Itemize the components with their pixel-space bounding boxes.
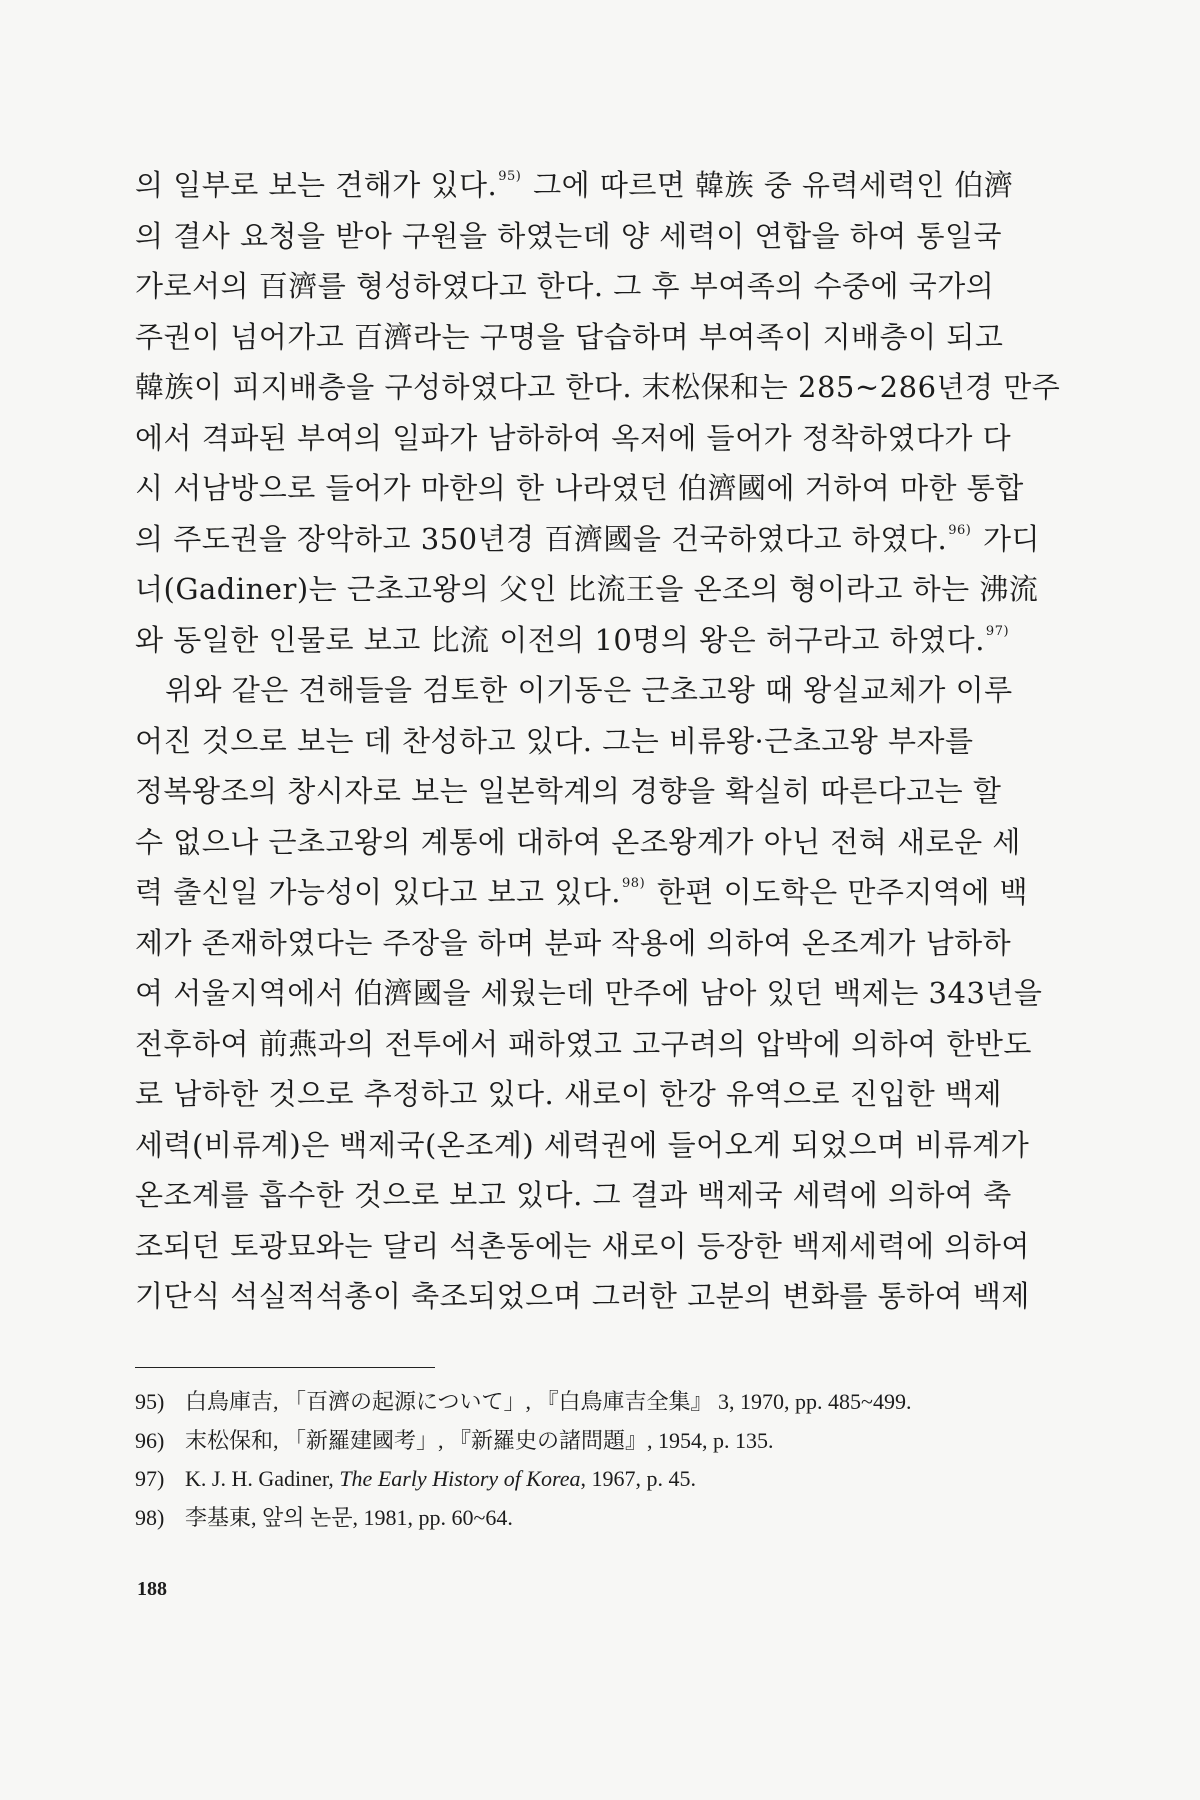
body-line-text: 세력(비류계)은 백제국(온조계) 세력권에 들어오게 되었으며 비류계가 <box>135 1127 1030 1162</box>
footnote-reference[interactable]: 98) <box>622 876 646 891</box>
footnote <box>135 1422 1055 1461</box>
body-line <box>135 514 1055 565</box>
footnote-text: 李基東, 앞의 논문, 1981, pp. 60~64. <box>185 1504 513 1530</box>
body-line-text-tail: 가디 <box>973 521 1041 556</box>
body-line-text: 제가 존재하였다는 주장을 하며 분파 작용에 의하여 온조계가 남하하 <box>135 925 1012 960</box>
body-line <box>135 1069 1055 1120</box>
body-line-text: 조되던 토광묘와는 달리 석촌동에는 새로이 등장한 백제세력에 의하여 <box>135 1228 1030 1263</box>
body-line <box>135 1271 1055 1322</box>
body-line <box>135 160 1055 211</box>
footnote-reference[interactable]: 95) <box>498 169 522 184</box>
body-line-text: 전후하여 前燕과의 전투에서 패하였고 고구려의 압박에 의하여 한반도 <box>135 1026 1032 1061</box>
footnote-book-title: The Early History of Korea <box>339 1466 581 1491</box>
body-line-text: 의 주도권을 장악하고 350년경 百濟國을 건국하였다고 하였다. <box>135 521 948 556</box>
body-line <box>135 1019 1055 1070</box>
body-line-text-tail: 한편 이도학은 만주지역에 백 <box>647 875 1029 909</box>
body-line-text: 온조계를 흡수한 것으로 보고 있다. 그 결과 백제국 세력에 의하여 축 <box>135 1178 1012 1212</box>
footnote-divider <box>135 1367 435 1368</box>
footnote-reference[interactable]: 96) <box>948 522 972 538</box>
body-line-text: 기단식 석실적석총이 축조되었으며 그러한 고분의 변화를 통하여 백제 <box>135 1279 1030 1313</box>
body-line-text-tail: 그에 따르면 韓族 중 유력세력인 伯濟 <box>523 168 1014 202</box>
page-number: 188 <box>137 1578 167 1600</box>
body-line <box>135 766 1055 817</box>
body-line <box>135 312 1055 363</box>
body-line-text: 여 서울지역에서 伯濟國을 세웠는데 만주에 남아 있던 백제는 343년을 <box>135 976 1043 1010</box>
body-line <box>135 463 1055 514</box>
body-line-text: 력 출신일 가능성이 있다고 보고 있다. <box>135 875 622 909</box>
body-line-text: 의 결사 요청을 받아 구원을 하였는데 양 세력이 연합을 하여 통일국 <box>135 218 1003 253</box>
body-line-text: 수 없으나 근초고왕의 계통에 대하여 온조왕계가 아닌 전혀 새로운 세 <box>135 824 1021 859</box>
body-line-text: 에서 격파된 부여의 일파가 남하하여 옥저에 들어가 정착하였다가 다 <box>135 420 1012 455</box>
footnote-text: 白鳥庫吉, 「百濟の起源について」, 『白鳥庫吉全集』 3, 1970, pp. 485~499. <box>185 1389 912 1414</box>
body-line <box>135 564 1055 615</box>
footnote-reference[interactable]: 97) <box>985 623 1010 639</box>
body-line-text: 어진 것으로 보는 데 찬성하고 있다. 그는 비류왕·근초고왕 부자를 <box>135 723 974 758</box>
body-line <box>135 716 1055 767</box>
body-line <box>135 1170 1055 1221</box>
body-line <box>135 413 1055 464</box>
footnote <box>135 1460 1055 1499</box>
footnote-number: 96) <box>135 1427 165 1453</box>
body-line <box>135 817 1055 868</box>
footnote-number: 97) <box>135 1466 165 1491</box>
body-line <box>135 968 1055 1019</box>
body-line-text: 주권이 넘어가고 百濟라는 구명을 답습하며 부여족이 지배층이 되고 <box>135 319 1004 354</box>
footnote <box>135 1499 1055 1538</box>
body-line <box>135 665 1055 716</box>
body-line-text: 가로서의 百濟를 형성하였다고 한다. 그 후 부여족의 수중에 국가의 <box>135 269 995 303</box>
footnote-number: 98) <box>135 1504 165 1530</box>
body-line <box>135 362 1061 413</box>
body-line <box>135 615 1055 666</box>
body-line-text: 위와 같은 견해들을 검토한 이기동은 근초고왕 때 왕실교체가 이루 <box>165 673 1013 707</box>
body-line <box>135 1221 1055 1272</box>
body-text <box>135 160 1061 1322</box>
body-line <box>135 211 1055 262</box>
body-line <box>135 867 1055 918</box>
body-line-text: 韓族이 피지배층을 구성하였다고 한다. 末松保和는 285~286년경 만주 <box>135 370 1061 404</box>
footnote <box>135 1383 1055 1422</box>
body-line <box>135 1120 1055 1171</box>
body-line <box>135 261 1055 312</box>
footnote-text: K. J. H. Gadiner, <box>185 1466 340 1491</box>
footnote-number: 95) <box>135 1389 165 1414</box>
footnote-text: 末松保和, 「新羅建國考」, 『新羅史の諸問題』, 1954, p. 135. <box>185 1427 774 1453</box>
body-line <box>135 918 1055 969</box>
body-line-text: 로 남하한 것으로 추정하고 있다. 새로이 한강 유역으로 진입한 백제 <box>135 1077 1003 1111</box>
body-line-text: 의 일부로 보는 견해가 있다. <box>135 168 498 202</box>
footnote-text-tail: , 1967, p. 45. <box>580 1466 696 1491</box>
body-line-text: 시 서남방으로 들어가 마한의 한 나라였던 伯濟國에 거하여 마한 통합 <box>135 471 1024 505</box>
footnotes <box>135 1383 1055 1537</box>
body-line-text: 정복왕조의 창시자로 보는 일본학계의 경향을 확실히 따른다고는 할 <box>135 774 1002 808</box>
body-line-text: 너(Gadiner)는 근초고왕의 父인 比流王을 온조의 형이라고 하는 沸流 <box>135 572 1039 606</box>
body-line-text: 와 동일한 인물로 보고 比流 이전의 10명의 왕은 허구라고 하였다. <box>135 622 985 657</box>
